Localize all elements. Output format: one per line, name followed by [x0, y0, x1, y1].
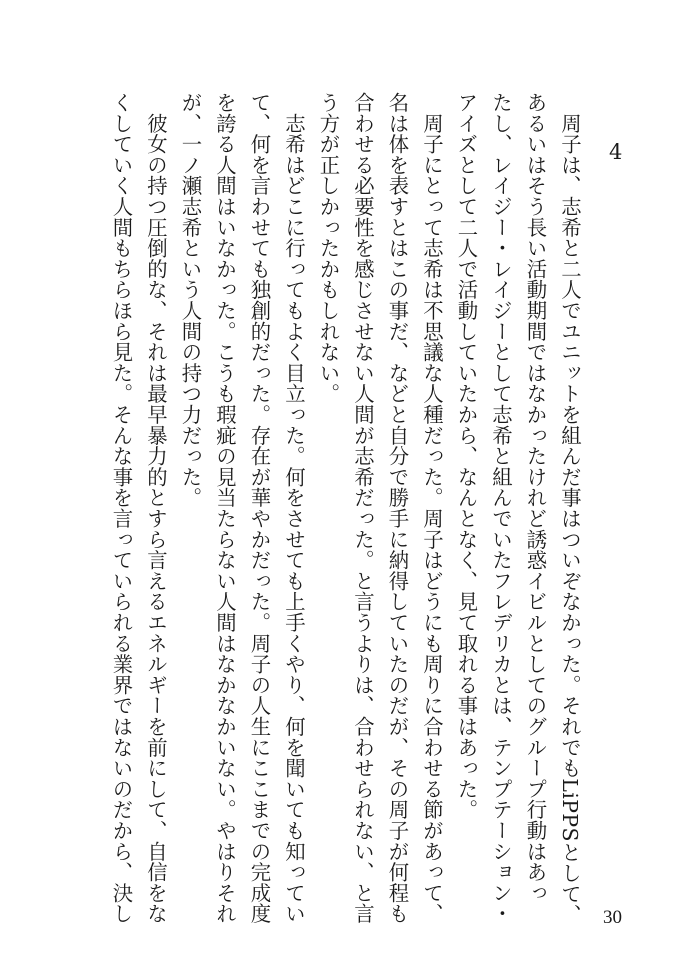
text-line: あるいはそう長い活動期間ではなかったけれど誘惑イビルとしてのグループ行動はあっ	[523, 92, 548, 904]
text-line: くしていく人間もちらほら見た。そんな事を言っていられる業界ではないのだから、決し	[109, 92, 134, 924]
text-line: 周子にとって志希は不思議な人種だった。周子はどうにも周りに合わせる節があって、	[420, 92, 444, 924]
text-line: 周子は、志希と二人でユニットを組んだ事はついぞなかった。それでもLiPPSとして、	[558, 92, 582, 926]
text-line: 名は体を表すとはこの事だ、などと自分で勝手に納得していたのだが、その周子が何程も	[385, 92, 410, 924]
chapter-number: 4	[609, 140, 623, 164]
text-line: が、一ノ瀬志希という人間の持つ力だった。	[178, 92, 203, 508]
body-text	[104, 92, 587, 926]
text-line: 志希はどこに行ってもよく目立った。何をさせても上手くやり、何を聞いても知ってい	[282, 92, 306, 924]
text-line: アイズとして二人で活動していたから、なんとなく、見て取れる事はあった。	[454, 92, 479, 820]
text-line: 合わせる必要性を感じさせない人間が志希だった。と言うよりは、合わせられない、と言	[351, 92, 375, 924]
text-line: う方が正しかったかもしれない。	[316, 92, 341, 404]
text-line: たし、レイジー・レイジーとして志希と組んでいたフレデリカとは、テンプテーション・	[489, 92, 513, 924]
text-line: て、何を言わせても独創的だった。存在が華やかだった。周子の人生にここまでの完成度	[247, 92, 272, 924]
text-line: を誇る人間はいなかった。こうも瑕疵の見当たらない人間はなかなかいない。やはりそれ	[213, 92, 237, 924]
page-number: 30	[603, 907, 622, 928]
text-line: 彼女の持つ圧倒的な、それは最早暴力的とすら言えるエネルギーを前にして、自信をな	[144, 92, 168, 924]
